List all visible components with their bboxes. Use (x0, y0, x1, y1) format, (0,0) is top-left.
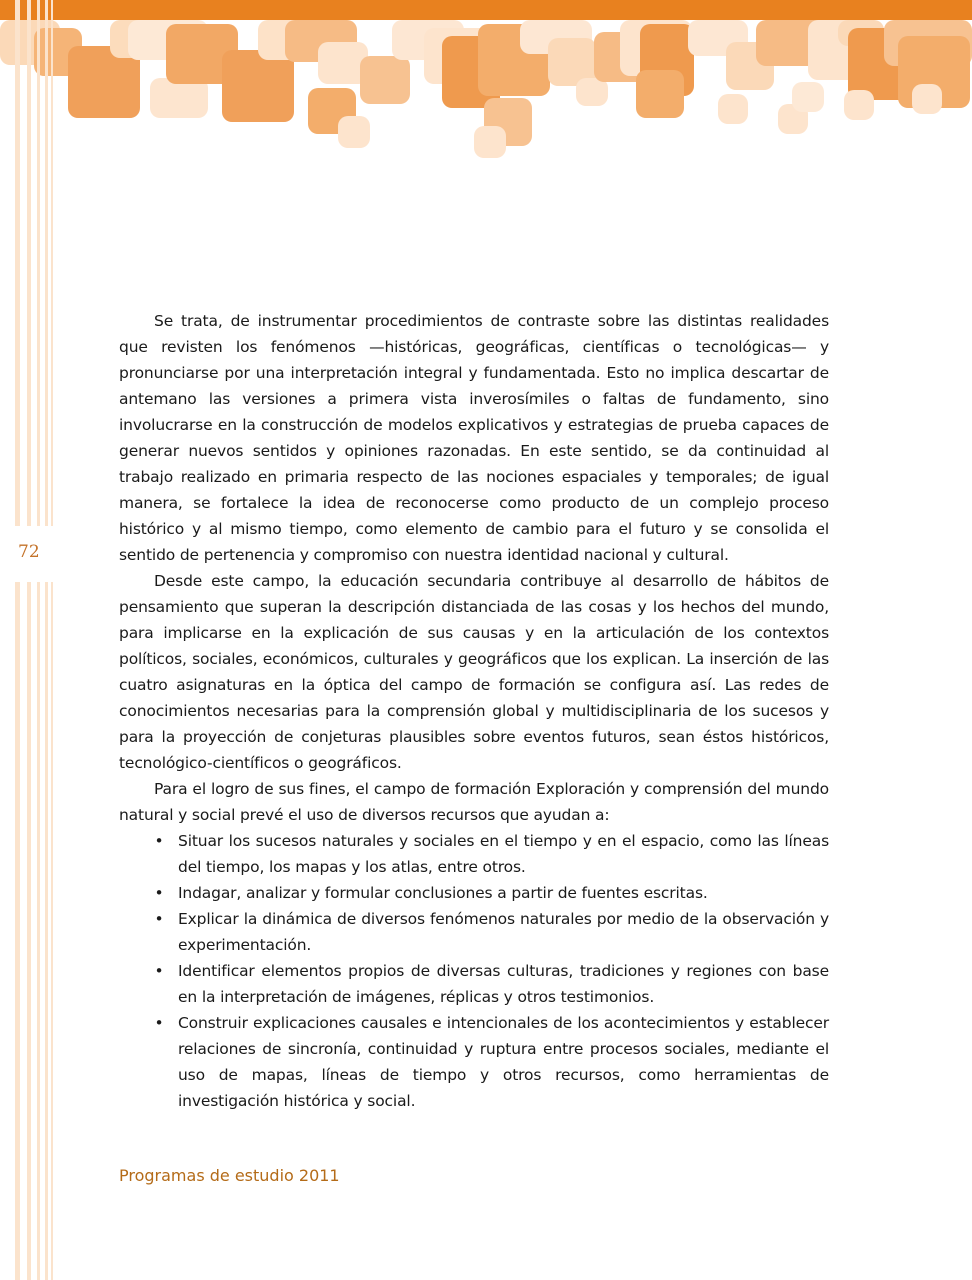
list-item-text: Explicar la dinámica de diversos fenómenos naturales por medio de la observación y experimentación. (178, 910, 829, 954)
bullet-icon: • (154, 832, 164, 850)
list-item-text: Indagar, analizar y formular conclusiones a partir de fuentes escritas. (178, 884, 708, 902)
list-item (119, 828, 829, 880)
header-decoration (0, 20, 972, 170)
list-item (119, 906, 829, 958)
list-item (119, 880, 829, 906)
bullet-icon: • (154, 1014, 164, 1032)
list-item-text: Identificar elementos propios de diversas culturas, tradiciones y regiones con base en la interpretación de imágenes, réplicas y otros testimonios. (178, 962, 829, 1006)
paragraph: Se trata, de instrumentar procedimientos de contraste sobre las distintas realidades que revisten los fenómenos —históricas, geográficas, científicas o tecnológicas— y pronunciarse por una interpretación integral y fundamentada. Esto no implica descartar de antemano las versiones a primera vista inverosímiles o faltas de fundamento, sino involucrarse en la construcción de modelos explicativos y estrategias de prueba capaces de generar nuevos sentidos y opiniones razonadas. En este sentido, se da continuidad al trabajo realizado en primaria respecto de las nociones espaciales y temporales; de igual manera, se fortalece la idea de reconocerse como producto de un complejo proceso histórico y al mismo tiempo, como elemento de cambio para el futuro y se consolida el sentido de pertenencia y compromiso con nuestra identidad nacional y cultural. (119, 312, 829, 564)
page-footer: Programas de estudio 2011 (119, 1166, 340, 1185)
bullet-icon: • (154, 884, 164, 902)
list-item-text: Situar los sucesos naturales y sociales en el tiempo y en el espacio, como las líneas del tiempo, los mapas y los atlas, entre otros. (178, 832, 829, 876)
page-number: 72 (18, 542, 40, 562)
header-band (0, 0, 972, 20)
bullet-list (119, 828, 829, 1114)
bullet-icon: • (154, 962, 164, 980)
body-text (119, 308, 829, 1114)
paragraph: Para el logro de sus fines, el campo de formación Exploración y comprensión del mundo natural y social prevé el uso de diversos recursos que ayudan a: (119, 780, 829, 824)
list-item (119, 958, 829, 1010)
margin-stripes (0, 0, 60, 1280)
list-item (119, 1010, 829, 1114)
paragraph: Desde este campo, la educación secundaria contribuye al desarrollo de hábitos de pensamiento que superan la descripción distanciada de las cosas y los hechos del mundo, para implicarse en la explicación de sus causas y en la articulación de los contextos políticos, sociales, económicos, culturales y geográficos que los explican. La inserción de las cuatro asignaturas en la óptica del campo de formación se configura así. Las redes de conocimientos necesarias para la comprensión global y multidisciplinaria de los sucesos y para la proyección de conjeturas plausibles sobre eventos futuros, sean éstos históricos, tecnológico-científicos o geográficos. (119, 572, 829, 772)
bullet-icon: • (154, 910, 164, 928)
list-item-text: Construir explicaciones causales e intencionales de los acontecimientos y establecer relaciones de sincronía, continuidad y ruptura entre procesos sociales, mediante el uso de mapas, líneas de tiempo y otros recursos, como herramientas de investigación histórica y social. (178, 1014, 829, 1110)
